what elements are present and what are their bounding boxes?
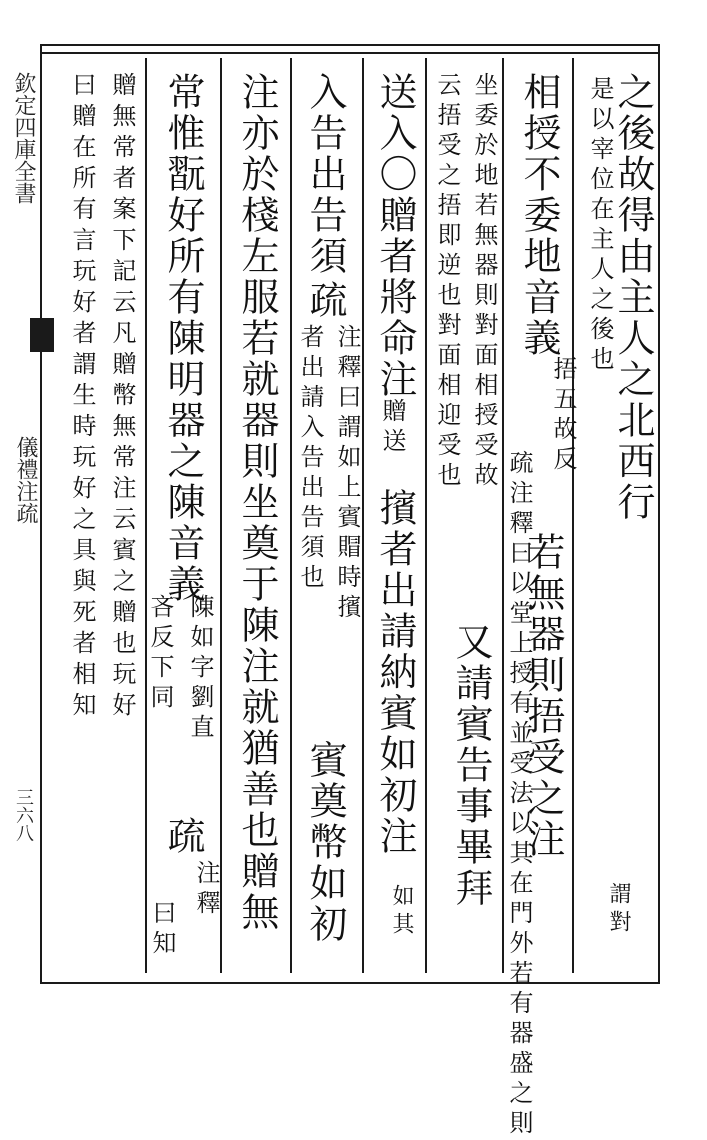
column-rule xyxy=(425,58,427,973)
text-column-8-note-right: 陳如字劉直 xyxy=(186,594,214,744)
column-rule xyxy=(220,58,222,973)
text-column-4-note-right: 坐委於地若無器則對面相授受故 xyxy=(470,72,498,492)
text-column-8-note2-right: 注釋 xyxy=(192,860,220,920)
column-rule xyxy=(502,58,504,973)
text-column-6-main: 入告出告須 xyxy=(303,72,347,277)
text-column-3-note-left: 疏注釋曰以堂上授有並受法以其在門外若有器盛之則 xyxy=(505,450,533,1140)
text-column-7-main: 注亦於棧左服若就器則坐奠于陳注就猶善也贈無 xyxy=(235,72,279,933)
text-column-6-main-end: 賓奠幣如初 xyxy=(303,740,347,945)
text-column-5-note: 贈送 xyxy=(378,398,406,458)
book-title: 欽定四庫全書 xyxy=(11,72,36,204)
text-column-8-main: 常惟翫好所有陳明器之陳音義 xyxy=(161,72,205,605)
text-column-6-note-right: 注釋曰謂如上賓賵時擯 xyxy=(333,324,361,624)
text-column-8-shu: 疏 xyxy=(161,816,205,857)
text-column-1-note: 是以宰位在主人之後也 xyxy=(586,76,614,376)
column-rule xyxy=(145,58,147,973)
page-border-inner-rule xyxy=(40,52,660,54)
text-column-3-main: 相授不委地音義 xyxy=(517,72,561,359)
text-column-2-note: 謂對 xyxy=(606,882,631,938)
text-column-9-note-right: 贈無常者案下記云凡贈幣無常注云賓之贈也玩好 xyxy=(108,72,136,723)
text-column-5-main-cont: 擯者出請納賓如初注 xyxy=(373,488,417,857)
column-rule xyxy=(290,58,292,973)
section-title: 儀禮注疏 xyxy=(13,436,38,524)
text-column-6-shu: 疏 xyxy=(303,280,347,321)
text-column-3-note-right: 捂五故反 xyxy=(549,356,577,476)
text-column-9-note-left: 曰贈在所有言玩好者謂生時玩好之具與死者相知 xyxy=(68,72,96,723)
column-rule xyxy=(362,58,364,973)
fishtail-mark xyxy=(30,318,54,352)
folio-number: 三六八 xyxy=(13,788,34,842)
text-column-8-note-left: 吝反下同 xyxy=(146,594,174,714)
text-column-5-main: 送入〇贈者將命注 xyxy=(373,72,417,400)
text-column-5-note-end: 如其 xyxy=(389,884,414,940)
text-column-4-note-left: 云捂受之捂即逆也對面相迎受也 xyxy=(433,72,461,492)
text-column-8-note2-left: 曰知 xyxy=(148,900,176,960)
text-column-2-main: 若無器則捂受之注 xyxy=(521,532,565,860)
text-column-4-main: 又請賓告事畢拜 xyxy=(449,622,493,909)
column-rule xyxy=(572,58,574,973)
text-column-6-note-left: 者出請入告出告須也 xyxy=(296,324,324,594)
text-column-1-main: 之後故得由主人之北西行 xyxy=(611,72,655,523)
